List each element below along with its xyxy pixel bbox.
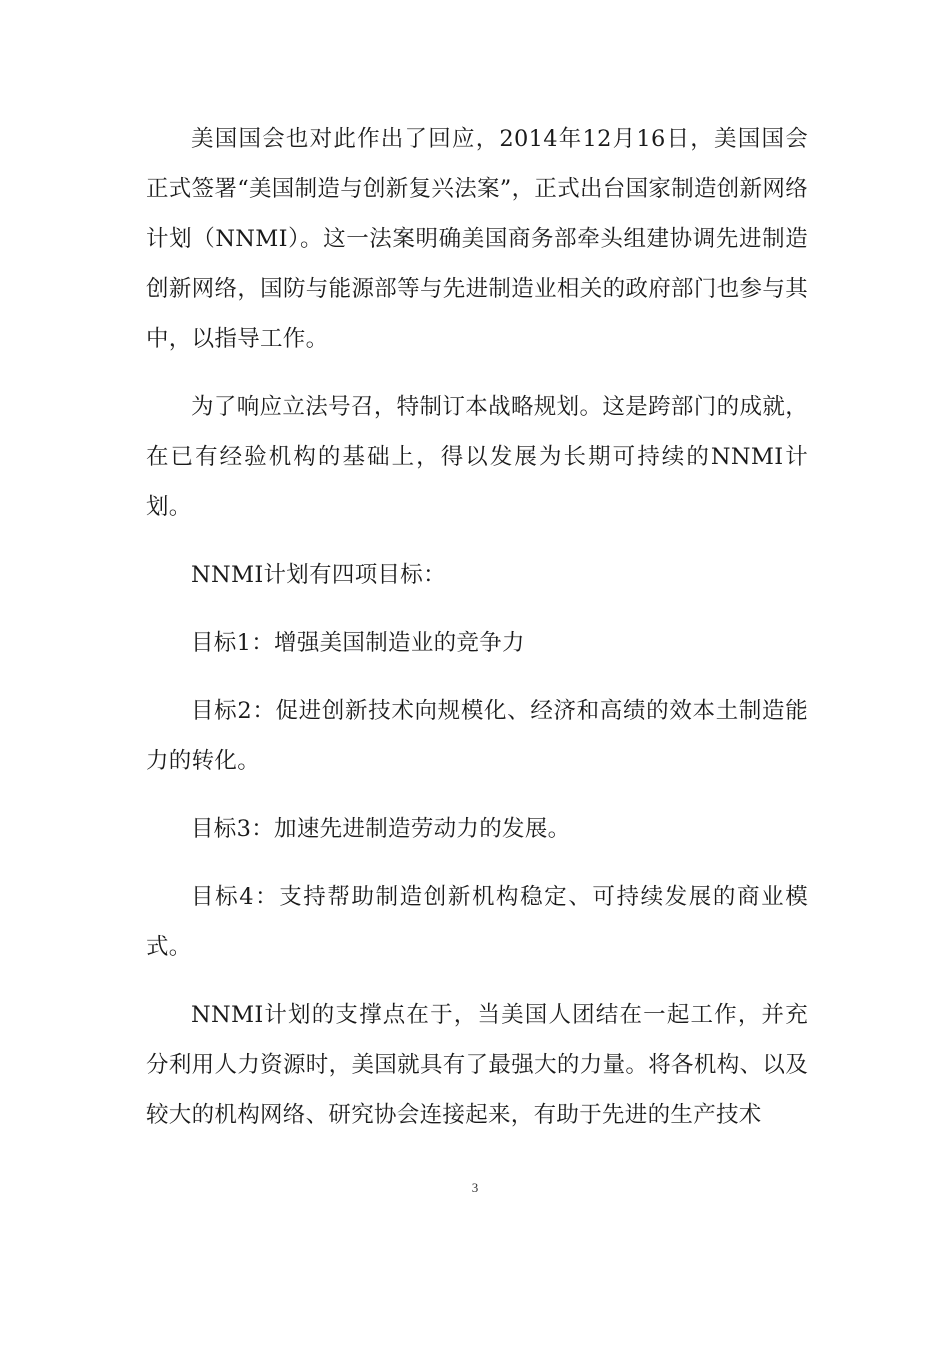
paragraph-goal-4: 目标4：支持帮助制造创新机构稳定、可持续发展的商业模式。 bbox=[146, 884, 808, 960]
paragraph-nnmi-foundation: NNMI计划的支撑点在于，当美国人团结在一起工作，并充分利用人力资源时，美国就具有了最强大的力量。将各机构、以及较大的机构网络、研究协会连接起来，有助于先进的生产技术 bbox=[146, 1002, 808, 1128]
paragraph-strategic-plan: 为了响应立法号召，特制订本战略规划。这是跨部门的成就，在已有经验机构的基础上，得以发展为长期可持续的NNMI计划。 bbox=[146, 394, 808, 520]
paragraph-goal-1: 目标1：增强美国制造业的竞争力 bbox=[191, 630, 525, 656]
paragraph-goal-2: 目标2：促进创新技术向规模化、经济和高绩的效本土制造能力的转化。 bbox=[146, 698, 808, 774]
paragraph-congress-response: 美国国会也对此作出了回应，2014年12月16日，美国国会正式签署“美国制造与创新复兴法案”，正式出台国家制造创新网络计划（NNMI）。这一法案明确美国商务部牵头组建协调先进制造创新网络，国防与能源部等与先进制造业相关的政府部门也参与其中，以指导工作。 bbox=[146, 126, 809, 352]
page-number: 3 bbox=[471, 1180, 479, 1195]
document-body bbox=[146, 114, 808, 1140]
paragraph-four-goals-intro: NNMI计划有四项目标： bbox=[191, 562, 446, 588]
paragraph-goal-3: 目标3：加速先进制造劳动力的发展。 bbox=[191, 816, 571, 842]
